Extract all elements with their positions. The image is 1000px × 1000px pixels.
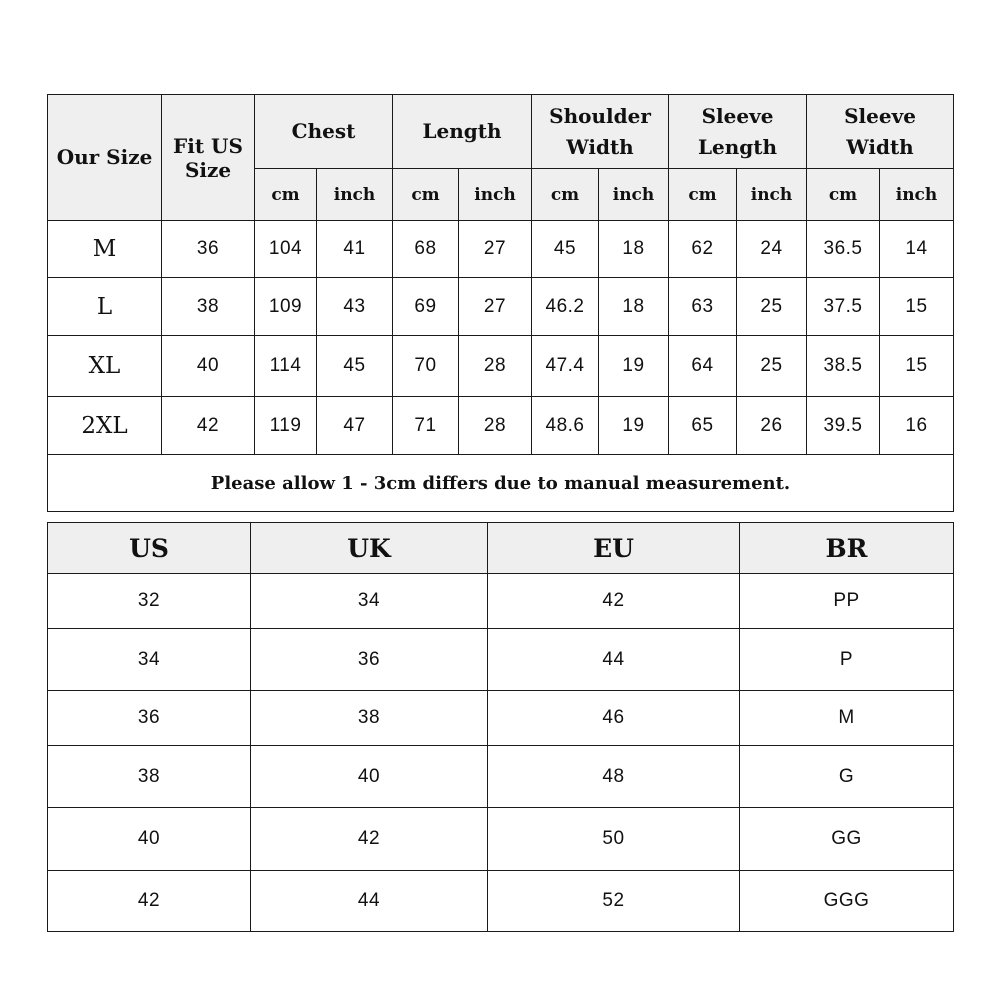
value-cell: 26 (737, 397, 807, 455)
value-cell: 24 (737, 221, 807, 278)
unit-header: inch (599, 169, 669, 221)
us-cell: 42 (48, 871, 251, 932)
br-cell: GG (740, 808, 954, 871)
value-cell: 65 (669, 397, 737, 455)
value-cell: 25 (737, 336, 807, 397)
header-us: US (48, 523, 251, 574)
unit-header: cm (807, 169, 880, 221)
value-cell: 27 (459, 278, 532, 336)
eu-cell: 48 (488, 746, 740, 808)
value-cell: 19 (599, 397, 669, 455)
value-cell: 62 (669, 221, 737, 278)
unit-header: cm (669, 169, 737, 221)
header-our-size-label: Our Size (56, 145, 153, 169)
table-row (48, 221, 954, 278)
header-fit-us-size-line2: Size (184, 157, 232, 182)
table-row (48, 746, 954, 808)
value-cell: 39.5 (807, 397, 880, 455)
value-cell: 47.4 (532, 336, 599, 397)
size-cell: XL (48, 336, 162, 397)
value-cell: 28 (459, 336, 532, 397)
value-cell: 70 (393, 336, 459, 397)
table-row (48, 871, 954, 932)
measurement-note: Please allow 1 - 3cm differs due to manual measurement. (48, 455, 954, 512)
value-cell: 68 (393, 221, 459, 278)
value-cell: 16 (880, 397, 954, 455)
eu-cell: 52 (488, 871, 740, 932)
value-cell: 27 (459, 221, 532, 278)
value-cell: 45 (532, 221, 599, 278)
br-cell: M (740, 691, 954, 746)
value-cell: 104 (255, 221, 317, 278)
eu-cell: 42 (488, 574, 740, 629)
value-cell: 43 (317, 278, 393, 336)
value-cell: 114 (255, 336, 317, 397)
value-cell: 119 (255, 397, 317, 455)
eu-cell: 46 (488, 691, 740, 746)
header-chest-label: Chest (291, 119, 356, 143)
header-sleeve-length-line2: Length (697, 134, 778, 159)
header-shoulder-width-line2: Width (566, 134, 634, 159)
header-chest (255, 95, 393, 169)
us-cell: 34 (48, 629, 251, 691)
header-fit-us-size (162, 95, 255, 221)
header-fit-us-size-line1: Fit US (173, 133, 243, 158)
uk-cell: 40 (251, 746, 488, 808)
table-row (48, 397, 954, 455)
us-cell: 40 (48, 808, 251, 871)
unit-header: inch (880, 169, 954, 221)
header-sleeve-width (807, 95, 954, 169)
header-shoulder-width-line1: Shoulder (549, 103, 651, 128)
us-cell: 38 (48, 746, 251, 808)
size-cell: L (48, 278, 162, 336)
eu-cell: 50 (488, 808, 740, 871)
uk-cell: 36 (251, 629, 488, 691)
value-cell: 15 (880, 278, 954, 336)
fit-us-cell: 38 (162, 278, 255, 336)
unit-header: inch (317, 169, 393, 221)
value-cell: 36.5 (807, 221, 880, 278)
header-eu: EU (488, 523, 740, 574)
br-cell: PP (740, 574, 954, 629)
unit-header: inch (459, 169, 532, 221)
header-sleeve-width-line1: Sleeve (844, 103, 916, 128)
size-chart-table (47, 94, 954, 512)
value-cell: 18 (599, 278, 669, 336)
value-cell: 18 (599, 221, 669, 278)
uk-cell: 38 (251, 691, 488, 746)
value-cell: 69 (393, 278, 459, 336)
header-sleeve-length-line1: Sleeve (701, 103, 774, 128)
fit-us-cell: 36 (162, 221, 255, 278)
header-br: BR (740, 523, 954, 574)
value-cell: 63 (669, 278, 737, 336)
size-conversion-table (47, 522, 954, 932)
br-cell: P (740, 629, 954, 691)
value-cell: 64 (669, 336, 737, 397)
value-cell: 109 (255, 278, 317, 336)
value-cell: 48.6 (532, 397, 599, 455)
uk-cell: 44 (251, 871, 488, 932)
value-cell: 38.5 (807, 336, 880, 397)
header-length-label: Length (422, 119, 502, 143)
value-cell: 15 (880, 336, 954, 397)
table-row (48, 629, 954, 691)
value-cell: 47 (317, 397, 393, 455)
br-cell: GGG (740, 871, 954, 932)
size-cell: M (48, 221, 162, 278)
value-cell: 28 (459, 397, 532, 455)
br-cell: G (740, 746, 954, 808)
us-cell: 36 (48, 691, 251, 746)
value-cell: 71 (393, 397, 459, 455)
table-row (48, 336, 954, 397)
header-length (393, 95, 532, 169)
value-cell: 46.2 (532, 278, 599, 336)
value-cell: 19 (599, 336, 669, 397)
unit-header: inch (737, 169, 807, 221)
header-uk: UK (251, 523, 488, 574)
table-row (48, 691, 954, 746)
uk-cell: 34 (251, 574, 488, 629)
value-cell: 14 (880, 221, 954, 278)
header-sleeve-width-line2: Width (846, 134, 914, 159)
header-our-size (48, 95, 162, 221)
value-cell: 25 (737, 278, 807, 336)
fit-us-cell: 40 (162, 336, 255, 397)
unit-header: cm (393, 169, 459, 221)
table-row (48, 808, 954, 871)
table-row (48, 574, 954, 629)
value-cell: 37.5 (807, 278, 880, 336)
eu-cell: 44 (488, 629, 740, 691)
unit-header: cm (532, 169, 599, 221)
uk-cell: 42 (251, 808, 488, 871)
value-cell: 45 (317, 336, 393, 397)
table-row (48, 278, 954, 336)
us-cell: 32 (48, 574, 251, 629)
size-cell: 2XL (48, 397, 162, 455)
value-cell: 41 (317, 221, 393, 278)
header-shoulder-width (532, 95, 669, 169)
fit-us-cell: 42 (162, 397, 255, 455)
header-sleeve-length (669, 95, 807, 169)
unit-header: cm (255, 169, 317, 221)
